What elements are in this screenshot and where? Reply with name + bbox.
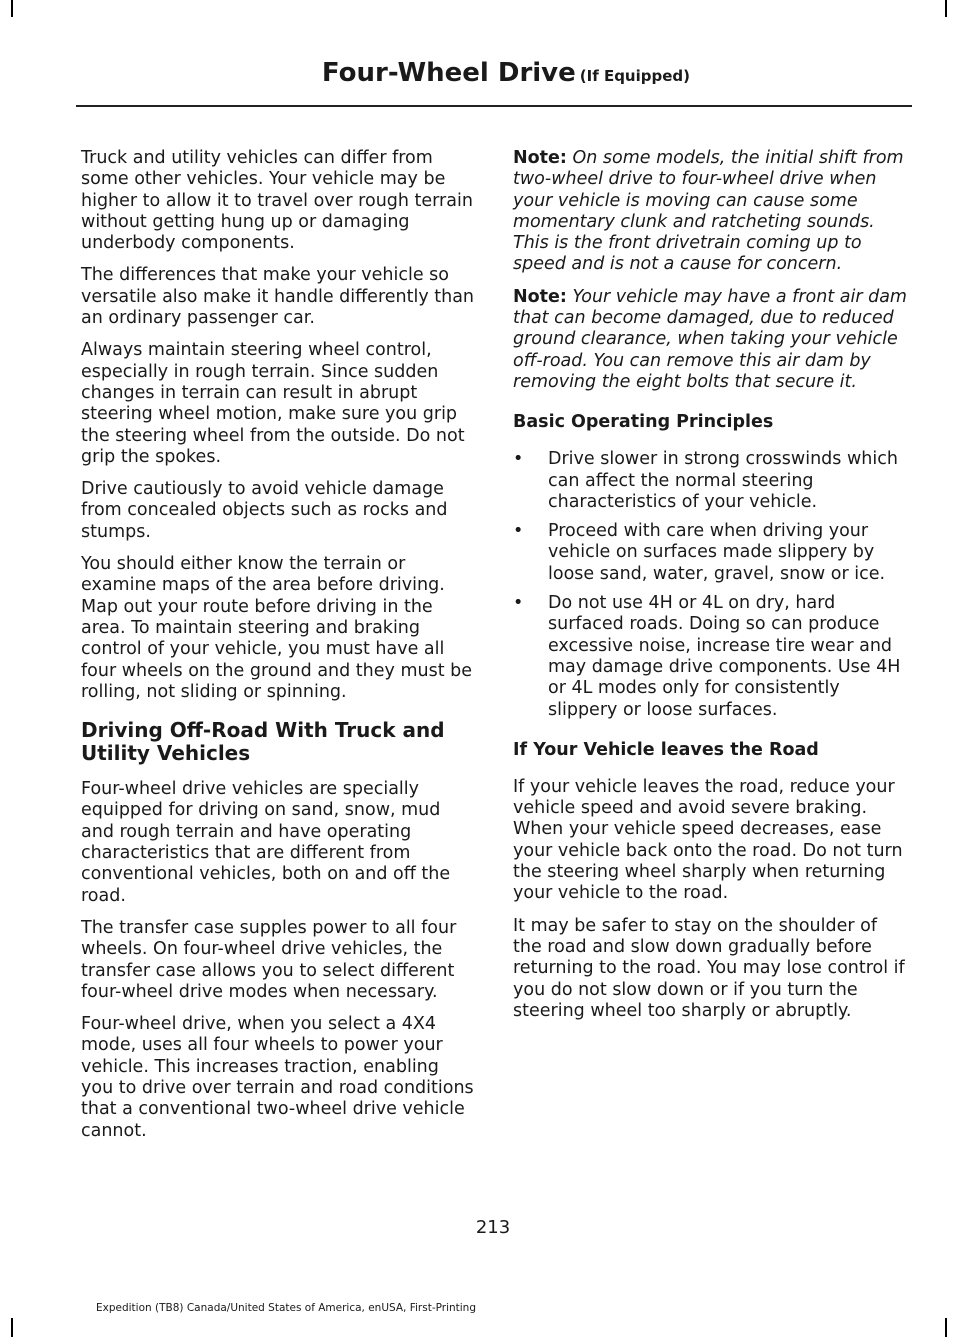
note-air-dam (513, 287, 908, 393)
crop-mark-top-left (11, 0, 13, 17)
paragraph: The transfer case supples power to all four wheels. On four-wheel drive vehicles, the transfer case allows you to select different four-wheel drive modes when necessary. (81, 917, 457, 1002)
section-heading-basic-principles: Basic Operating Principles (513, 412, 774, 433)
paragraph: It may be safer to stay on the shoulder of the road and slow down gradually before returning to the road. You may lose control if you do not slow down or if you turn the steering wheel too sharply or abruptly. (513, 915, 905, 1021)
list-item: • Proceed with care when driving your vehicle on surfaces made slippery by loose sand, water, gravel, snow or ice. (513, 521, 908, 585)
section-heading-leaves-road: If Your Vehicle leaves the Road (513, 739, 819, 760)
crop-mark-bottom-left (11, 1318, 13, 1337)
crop-mark-bottom-right (945, 1318, 947, 1337)
paragraph: If your vehicle leaves the road, reduce your vehicle speed and avoid severe braking. When your vehicle speed decreases, ease your vehicle back onto the road. Do not turn the steering wheel sharply when returning your vehicle to the road. (513, 776, 903, 904)
paragraph: Four-wheel drive vehicles are specially equipped for driving on sand, snow, mud and rough terrain and have operating characteristics that are different from conventional vehicles, both on and off the road. (81, 779, 451, 906)
paragraph: Four-wheel drive, when you select a 4X4 mode, uses all four wheels to power your vehicle. This increases traction, enabling you to drive over terrain and road conditions that a conventional two-wheel drive vehicle cannot. (81, 1014, 474, 1141)
note-text: On some models, the initial shift from two-wheel drive to four-wheel drive when your vehicle is moving can cause some momentary clunk and ratcheting sounds. This is the front drivetrain coming up to speed and is not a cause for concern. (513, 148, 904, 275)
note-text: Your vehicle may have a front air dam that can become damaged, due to reduced ground clearance, when taking your vehicle off-road. You can remove this air dam by removing the eight bolts that secure it. (513, 286, 907, 392)
principles-list (513, 449, 908, 721)
page-number: 213 (475, 1217, 511, 1238)
right-column (513, 148, 908, 1033)
section-heading-off-road: Driving Off-Road With Truck and Utility Vehicles (81, 718, 445, 766)
header-title-text: Four-Wheel Drive (321, 58, 576, 88)
note-drivetrain (513, 148, 908, 276)
note-label: Note: (513, 148, 567, 168)
list-item: • Do not use 4H or 4L on dry, hard surfaced roads. Doing so can produce excessive noise, increase tire wear and may damage drive components. Use 4H or 4L modes only for consistently slippery or loose surfaces. (513, 593, 908, 721)
paragraph: The differences that make your vehicle so versatile also make it handle differently than an ordinary passenger car. (81, 265, 475, 329)
footer-text: Expedition (TB8) Canada/United States of America, enUSA, First-Printing (96, 1302, 477, 1314)
paragraph: Truck and utility vehicles can differ from some other vehicles. Your vehicle may be higher to allow it to travel over rough terrain without getting hung up or damaging underbody components. (81, 148, 473, 254)
page-header-title (322, 58, 690, 88)
header-rule (76, 105, 912, 107)
header-title-suffix: (If Equipped) (579, 67, 690, 85)
paragraph: You should either know the terrain or examine maps of the area before driving. Map out your route before driving in the area. To maintain steering and braking control of your vehicle, you must have all four wheels on the ground and they must be rolling, not sliding or spinning. (81, 554, 472, 702)
paragraph: Drive cautiously to avoid vehicle damage from concealed objects such as rocks and stumps. (81, 479, 448, 542)
crop-mark-top-right (945, 0, 947, 17)
list-item: • Drive slower in strong crosswinds which can affect the normal steering characteristics of your vehicle. (513, 449, 908, 513)
note-label: Note: (513, 286, 567, 307)
left-column (81, 148, 476, 1153)
paragraph: Always maintain steering wheel control, especially in rough terrain. Since sudden changes in terrain can result in abrupt steering wheel motion, make sure you grip the steering wheel from the outside. Do not grip the spokes. (81, 340, 465, 467)
